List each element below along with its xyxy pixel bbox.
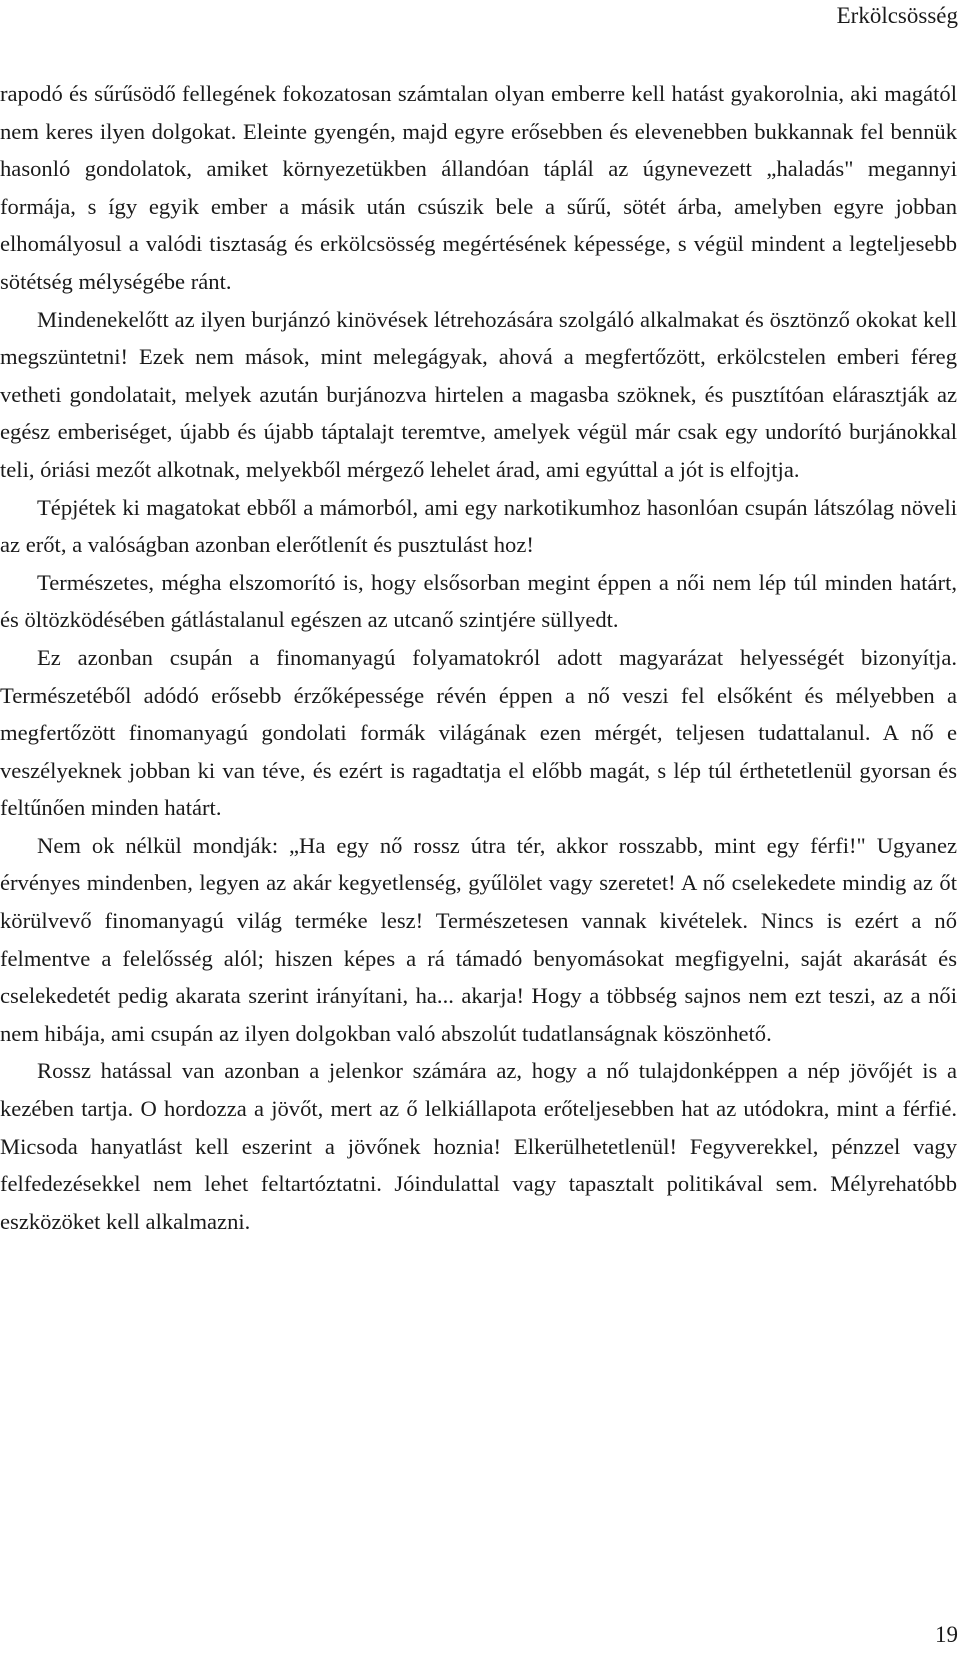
paragraph: Tépjétek ki magatokat ebből a mámorból, ami egy narkotikumhoz hasonlóan csupán látszólag növeli az erőt, a valóságban azonban elerőtlenít és pusztulást hoz! — [0, 494, 957, 558]
paragraph: Ez azonban csupán a finomanyagú folyamatokról adott magyarázat helyességét bizonyítja. Természetéből adódó erősebb érzőképessége révén éppen a nő veszi fel elsőként és mélyebben a megfertőzött finomanyagú gondolati formák világának ezen mérgét, teljesen tudattalanul. A nő e veszélyeknek jobban ki van téve, és ezért is ragadtatja el előbb magát, s lép túl érthetetlenül gyorsan és feltűnően minden határt. — [0, 644, 957, 821]
paragraph-continued: rapodó és sűrűsödő fellegének fokozatosan számtalan olyan emberre kell hatást gyakorolnia, aki magától nem keres ilyen dolgokat. Eleinte gyengén, majd egyre erősebben és elevenebben bukkannak fel bennük hasonló gondolatok, amiket környezetükben állandóan táplál az úgynevezett „haladás" megannyi formája, s így egyik ember a másik után csúszik bele a sűrű, sötét árba, amelyben egyre jobban elhomályosul a valódi tisztaság és erkölcsösség megértésének képessége, s végül mindent a legteljesebb sötétség mélységébe ránt. — [0, 81, 957, 294]
running-header: Erkölcsösség — [836, 3, 958, 28]
body-text — [0, 75, 957, 1240]
page-number: 19 — [935, 1622, 958, 1647]
paragraph: Természetes, mégha elszomorító is, hogy elsősorban megint éppen a női nem lép túl minden határt, és öltözködésében gátlástalanul egészen az utcanő szintjére süllyedt. — [0, 569, 957, 633]
paragraph: Mindenekelőtt az ilyen burjánzó kinövések létrehozására szolgáló alkalmakat és ösztönző okokat kell megszüntetni! Ezek nem mások, mint melegágyak, ahová a megfertőzött, erkölcstelen emberi féreg vetheti gondolatait, melyek azután burjánozva hirtelen a magasba szöknek, és pusztítóan elárasztják az egész emberiséget, újabb és újabb táptalajt teremtve, amelyek végül már csak egy undorító burjánokkal teli, óriási mezőt alkotnak, melyekből mérgező lehelet árad, ami egyúttal a jót is elfojtja. — [0, 306, 957, 482]
paragraph: Rossz hatással van azonban a jelenkor számára az, hogy a nő tulajdonképpen a nép jövőjét is a kezében tartja. O hordozza a jövőt, mert az ő lelkiállapota erőteljesebben hat az utódokra, mint a férfié. Micsoda hanyatlást kell eszerint a jövőnek hoznia! Elkerülhetetlenül! Fegyverekkel, pénzzel vagy felfedezésekkel nem lehet feltartóztatni. Jóindulattal vagy tapasztalt politikával sem. Mélyrehatóbb eszközöket kell alkalmazni. — [0, 1058, 957, 1234]
paragraph: Nem ok nélkül mondják: „Ha egy nő rossz útra tér, akkor rosszabb, mint egy férfi!" Ugyanez érvényes mindenben, legyen az akár kegyetlenség, gyűlölet vagy szeretet! A nő cselekedete mindig az őt körülvevő finomanyagú világ terméke lesz! Természetesen vannak kivételek. Nincs is ezért a nő felmentve a felelősség alól; hiszen képes a rá támadó benyomásokat megfigyelni, saját akarását és cselekedetét pedig akarata szerint irányítani, ha... akarja! Hogy a többség sajnos nem ezt teszi, az a női nem hibája, ami csupán az ilyen dolgokban való abszolút tudatlanságnak köszönhető. — [0, 832, 957, 1046]
